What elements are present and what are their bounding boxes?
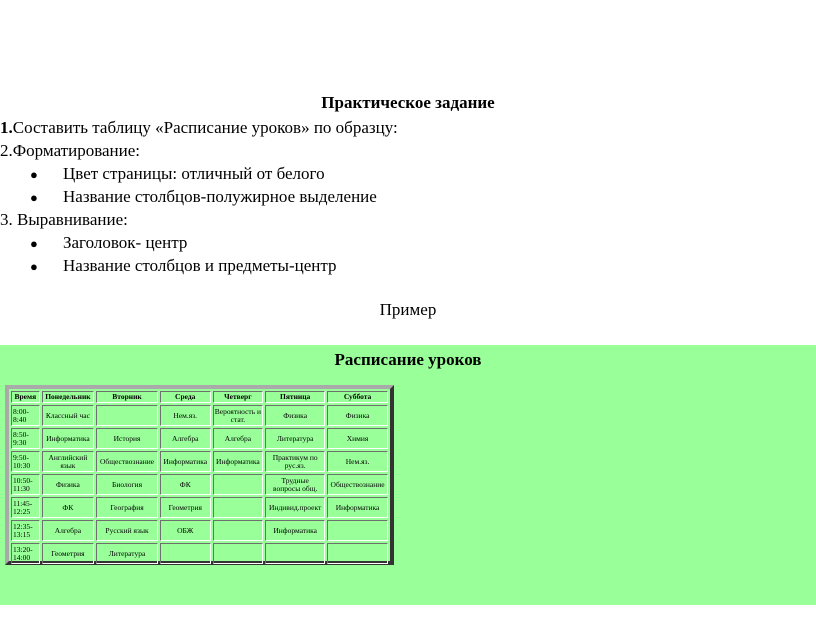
time-cell: 8:00-8:40	[11, 405, 40, 426]
subject-cell: История	[96, 428, 158, 449]
subject-cell	[160, 543, 211, 564]
subject-cell: Нем.яз.	[160, 405, 211, 426]
list-item-text: Заголовок- центр	[63, 233, 188, 252]
task-3: 3. Выравнивание:	[0, 210, 128, 229]
bullet-icon: ●	[30, 236, 38, 251]
list-item-text: Цвет страницы: отличный от белого	[63, 164, 325, 183]
table-row	[11, 543, 388, 564]
subject-cell: Алгебра	[160, 428, 211, 449]
page-title: Практическое задание	[321, 93, 495, 112]
time-cell: 9:50-10:30	[11, 451, 40, 472]
time-cell: 12:35-13:15	[11, 520, 40, 541]
subject-cell: Классный час	[42, 405, 95, 426]
subject-cell: ФК	[160, 474, 211, 495]
subject-cell: ОБЖ	[160, 520, 211, 541]
task-1-number: 1.	[0, 118, 13, 137]
header-cell: Суббота	[327, 391, 388, 403]
subject-cell: Информатика	[265, 520, 325, 541]
subject-cell: Геометрия	[160, 497, 211, 518]
subject-cell: Информатика	[213, 451, 264, 472]
subject-cell	[265, 543, 325, 564]
subject-cell: Алгебра	[213, 428, 264, 449]
subject-cell: Обществознание	[327, 474, 388, 495]
subject-cell: Трудные вопросы общ.	[265, 474, 325, 495]
subject-cell: Информатика	[327, 497, 388, 518]
subject-cell: Физика	[265, 405, 325, 426]
list-item-text: Название столбцов и предметы-центр	[63, 256, 337, 275]
subject-cell	[327, 520, 388, 541]
subject-cell	[213, 474, 264, 495]
bullet-icon: ●	[30, 190, 38, 205]
header-row	[11, 391, 388, 403]
subject-cell	[213, 520, 264, 541]
subject-cell: Практикум по рус.яз.	[265, 451, 325, 472]
subject-cell	[96, 405, 158, 426]
schedule-table	[9, 389, 390, 566]
subject-cell: Английский язык	[42, 451, 95, 472]
header-cell: Время	[11, 391, 40, 403]
header-cell: Пятница	[265, 391, 325, 403]
table-row	[11, 428, 388, 449]
subject-cell: Литература	[96, 543, 158, 564]
table-row	[11, 497, 388, 518]
bullet-icon: ●	[30, 167, 38, 182]
schedule-title: Расписание уроков	[334, 350, 482, 369]
subject-cell: Нем.яз.	[327, 451, 388, 472]
subject-cell	[213, 497, 264, 518]
header-cell: Понедельник	[42, 391, 95, 403]
list-item	[30, 187, 377, 207]
task-2: 2.Форматирование:	[0, 141, 141, 160]
header-cell: Среда	[160, 391, 211, 403]
task-1-text: Составить таблицу «Расписание уроков» по образцу:	[12, 118, 398, 137]
subject-cell: Вероятность и стат.	[213, 405, 264, 426]
header-cell: Четверг	[213, 391, 264, 403]
subject-cell: Физика	[327, 405, 388, 426]
subject-cell	[213, 543, 264, 564]
time-cell: 10:50-11:30	[11, 474, 40, 495]
subject-cell: Алгебра	[42, 520, 95, 541]
subject-cell: Обществознание	[96, 451, 158, 472]
bullet-icon: ●	[30, 259, 38, 274]
list-item	[30, 164, 325, 184]
subject-cell: Геометрия	[42, 543, 95, 564]
table-row	[11, 474, 388, 495]
subject-cell: Информатика	[42, 428, 95, 449]
time-cell: 13:20-14:00	[11, 543, 40, 564]
time-cell: 8:50-9:30	[11, 428, 40, 449]
subject-cell: Биология	[96, 474, 158, 495]
table-row	[11, 451, 388, 472]
time-cell: 11:45-12:25	[11, 497, 40, 518]
list-item	[30, 256, 337, 276]
subject-cell: ФК	[42, 497, 95, 518]
example-panel	[0, 345, 816, 605]
list-item-text: Название столбцов-полужирное выделение	[63, 187, 377, 206]
table-row	[11, 405, 388, 426]
subject-cell: Индивид.проект	[265, 497, 325, 518]
task-1	[0, 118, 398, 138]
subject-cell: Физика	[42, 474, 95, 495]
table-row	[11, 520, 388, 541]
subject-cell: География	[96, 497, 158, 518]
subject-cell: Литература	[265, 428, 325, 449]
list-item	[30, 233, 187, 253]
subject-cell: Информатика	[160, 451, 211, 472]
schedule-frame	[5, 385, 394, 565]
header-cell: Вторник	[96, 391, 158, 403]
example-label: Пример	[379, 300, 437, 319]
subject-cell	[327, 543, 388, 564]
subject-cell: Химия	[327, 428, 388, 449]
subject-cell: Русский язык	[96, 520, 158, 541]
